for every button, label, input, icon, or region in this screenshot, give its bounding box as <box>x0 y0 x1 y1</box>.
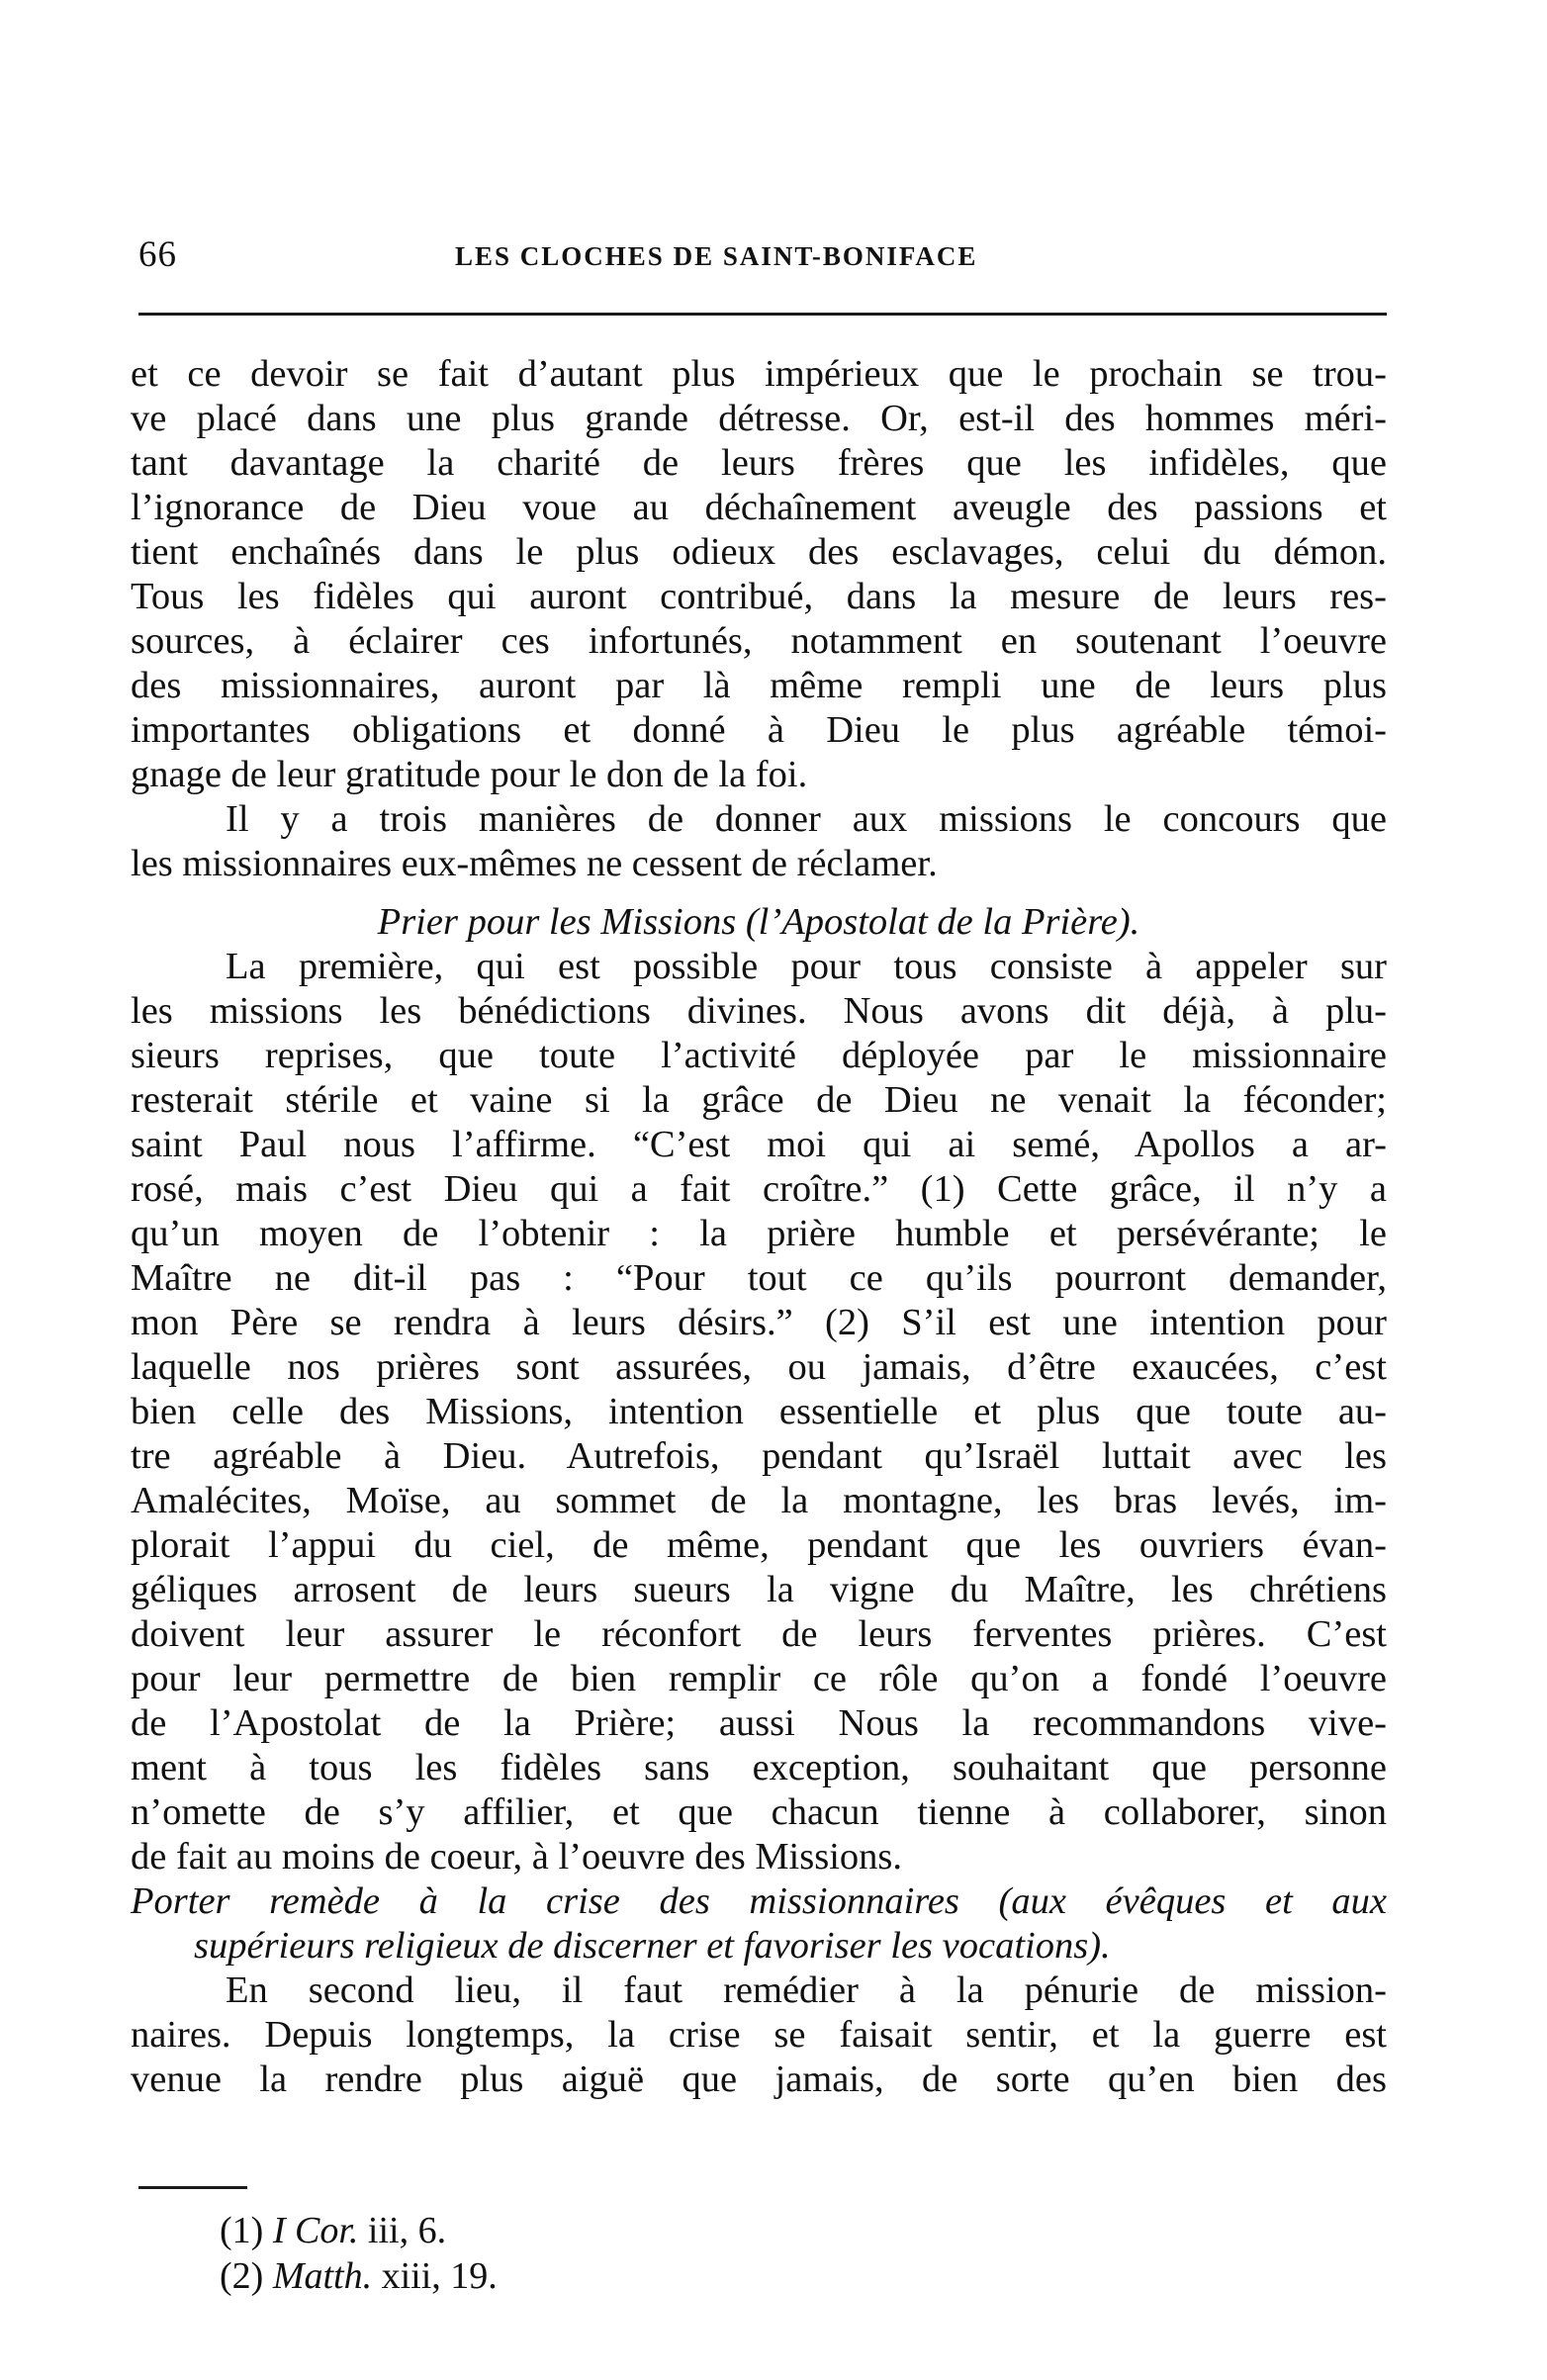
text-line: tient enchaînés dans le plus odieux des esclavages, celui du démon. <box>131 531 1387 573</box>
text-line: Tous les fidèles qui auront contribué, dans la mesure de leurs res- <box>131 576 1387 617</box>
footnotes <box>220 2208 813 2299</box>
heading-line: supérieurs religieux de discerner et favoriser les vocations). <box>194 1925 1111 1967</box>
text-line: En second lieu, il faut remédier à la pénurie de mission- <box>226 1969 1387 2011</box>
text-line: La première, qui est possible pour tous consiste à appeler sur <box>226 946 1387 987</box>
text-line: laquelle nos prières sont assurées, ou jamais, d’être exaucées, c’est <box>131 1346 1387 1388</box>
text-line: de fait au moins de coeur, à l’oeuvre des Missions. <box>131 1836 903 1877</box>
text-line: ve placé dans une plus grande détresse. Or, est-il des hommes méri- <box>131 398 1387 439</box>
paragraph-4 <box>131 1968 1387 2102</box>
paragraph-3 <box>131 945 1387 1879</box>
text-line: qu’un moyen de l’obtenir : la prière humble et persévérante; le <box>131 1213 1387 1254</box>
text-line: plorait l’appui du ciel, de même, pendant que les ouvriers évan- <box>131 1524 1387 1566</box>
text-line: sieurs reprises, que toute l’activité déployée par le missionnaire <box>131 1035 1387 1076</box>
text-line: et ce devoir se fait d’autant plus impérieux que le prochain se trou- <box>131 353 1387 395</box>
page-body <box>131 352 1387 2102</box>
footnote-location: iii, 6. <box>367 2210 447 2251</box>
text-line: des missionnaires, auront par là même rempli une de leurs plus <box>131 665 1387 706</box>
section-heading-vocations <box>131 1879 1387 1968</box>
text-line: tre agréable à Dieu. Autrefois, pendant qu’Israël luttait avec les <box>131 1435 1387 1477</box>
text-line: les missionnaires eux-mêmes ne cessent de réclamer. <box>131 843 938 884</box>
page-number: 66 <box>138 234 177 275</box>
text-line: les missions les bénédictions divines. Nous avons dit déjà, à plu- <box>131 990 1387 1032</box>
footnote-rule <box>138 2186 247 2189</box>
footnote-marker: (2) <box>220 2255 264 2297</box>
text-line: importantes obligations et donné à Dieu le plus agréable témoi- <box>131 709 1387 751</box>
text-line: ment à tous les fidèles sans exception, souhaitant que personne <box>131 1747 1387 1788</box>
footnote-1 <box>220 2208 813 2253</box>
text-line: pour leur permettre de bien remplir ce rôle qu’on a fondé l’oeuvre <box>131 1658 1387 1699</box>
footnote-2 <box>220 2253 813 2299</box>
text-line: gnage de leur gratitude pour le don de la foi. <box>131 754 808 795</box>
text-line: rosé, mais c’est Dieu qui a fait croître.” (1) Cette grâce, il n’y a <box>131 1168 1387 1210</box>
footnote-reference: Matth. <box>272 2255 373 2297</box>
text-line: de l’Apostolat de la Prière; aussi Nous la recommandons vive- <box>131 1702 1387 1744</box>
footnote-reference: I Cor. <box>272 2210 359 2251</box>
text-line: Maître ne dit-il pas : “Pour tout ce qu’ils pourront demander, <box>131 1257 1387 1299</box>
text-line: sources, à éclairer ces infortunés, notamment en soutenant l’oeuvre <box>131 620 1387 662</box>
text-line: resterait stérile et vaine si la grâce de Dieu ne venait la féconder; <box>131 1079 1387 1121</box>
running-title: LES CLOCHES DE SAINT-BONIFACE <box>455 241 978 271</box>
text-line: naires. Depuis longtemps, la crise se faisait sentir, et la guerre est <box>131 2014 1387 2056</box>
heading-line: Porter remède à la crise des missionnaires (aux évêques et aux <box>131 1880 1387 1922</box>
text-line: venue la rendre plus aiguë que jamais, de sorte qu’en bien des <box>131 2059 1387 2100</box>
text-line: saint Paul nous l’affirme. “C’est moi qui ai semé, Apollos a ar- <box>131 1124 1387 1165</box>
text-line: l’ignorance de Dieu voue au déchaînement aveugle des passions et <box>131 487 1387 528</box>
page-header <box>138 233 1387 293</box>
section-heading-prayer: Prier pour les Missions (l’Apostolat de la Prière). <box>377 901 1140 943</box>
header-rule <box>138 313 1387 316</box>
text-line: mon Père se rendra à leurs désirs.” (2) S’il est une intention pour <box>131 1302 1387 1343</box>
text-line: n’omette de s’y affilier, et que chacun tienne à collaborer, sinon <box>131 1791 1387 1833</box>
text-line: doivent leur assurer le réconfort de leurs ferventes prières. C’est <box>131 1613 1387 1655</box>
text-line: tant davantage la charité de leurs frères que les infidèles, que <box>131 442 1387 484</box>
paragraph-1 <box>131 352 1387 797</box>
text-line: géliques arrosent de leurs sueurs la vigne du Maître, les chrétiens <box>131 1569 1387 1610</box>
text-line: Amalécites, Moïse, au sommet de la montagne, les bras levés, im- <box>131 1480 1387 1521</box>
footnote-marker: (1) <box>220 2210 264 2251</box>
footnote-location: xiii, 19. <box>381 2255 498 2297</box>
text-line: bien celle des Missions, intention essentielle et plus que toute au- <box>131 1391 1387 1432</box>
text-line: Il y a trois manières de donner aux missions le concours que <box>226 798 1387 840</box>
paragraph-2 <box>131 797 1387 886</box>
